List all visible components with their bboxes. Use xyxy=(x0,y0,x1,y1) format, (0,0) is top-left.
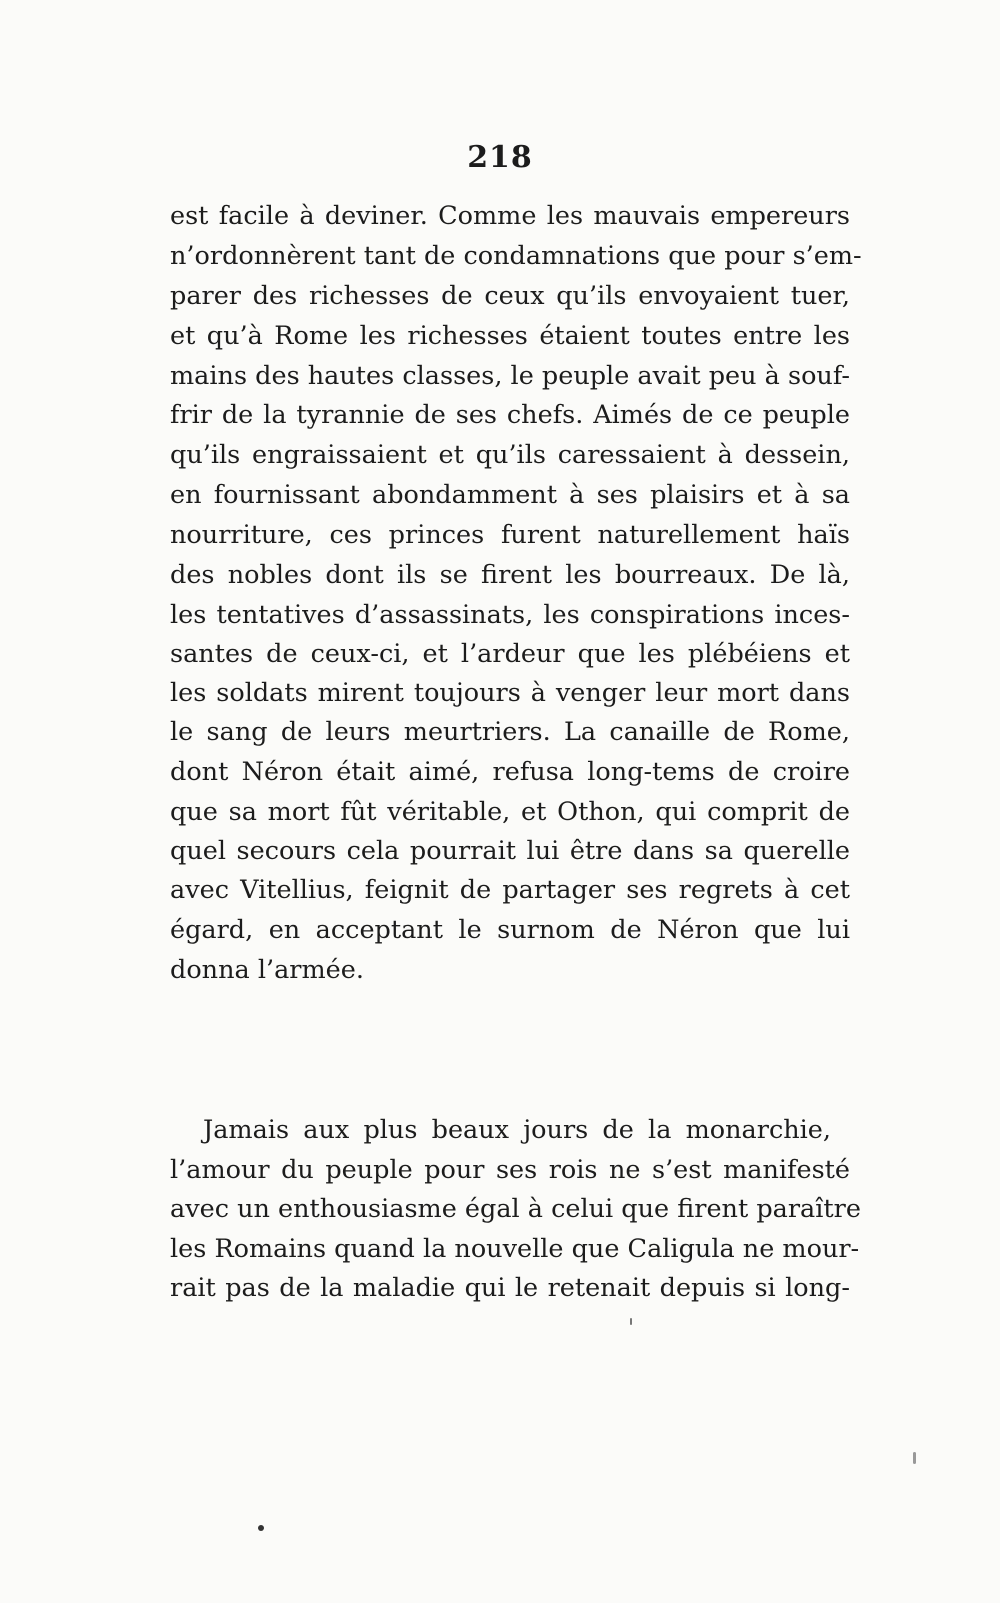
text-line: le sang de leurs meurtriers. La canaille de Rome, xyxy=(170,717,850,747)
ink-speck xyxy=(630,1318,632,1325)
text-line: dont Néron était aimé, refusa long-tems de croire xyxy=(170,757,850,787)
text-line: égard, en acceptant le surnom de Néron que lui xyxy=(170,915,850,945)
text-line: mains des hautes classes, le peuple avait peu à souf- xyxy=(170,361,850,391)
text-line: n’ordonnèrent tant de condamnations que pour s’em- xyxy=(170,241,862,271)
text-line: frir de la tyrannie de ses chefs. Aimés de ce peuple xyxy=(170,400,850,430)
text-line: et qu’à Rome les richesses étaient toutes entre les xyxy=(170,321,850,351)
text-line: les soldats mirent toujours à venger leur mort dans xyxy=(170,678,850,708)
text-line: des nobles dont ils se firent les bourreaux. De là, xyxy=(170,560,850,590)
text-line: avec un enthousiasme égal à celui que firent paraître xyxy=(170,1194,861,1224)
text-line: quel secours cela pourrait lui être dans sa querelle xyxy=(170,836,850,866)
text-line: est facile à deviner. Comme les mauvais empereurs xyxy=(170,201,850,231)
text-line: en fournissant abondamment à ses plaisirs et à sa xyxy=(170,480,850,510)
text-line: que sa mort fût véritable, et Othon, qui comprit de xyxy=(170,797,850,827)
text-line: les tentatives d’assassinats, les conspirations inces- xyxy=(170,600,850,630)
text-line: rait pas de la maladie qui le retenait depuis si long- xyxy=(170,1273,850,1303)
text-line: donna l’armée. xyxy=(170,955,364,985)
text-line: qu’ils engraissaient et qu’ils caressaient à dessein, xyxy=(170,440,850,470)
text-line: Jamais aux plus beaux jours de la monarchie, xyxy=(203,1115,831,1145)
text-line: santes de ceux-ci, et l’ardeur que les plébéiens et xyxy=(170,639,850,669)
page-number: 218 xyxy=(467,140,533,175)
text-line: parer des richesses de ceux qu’ils envoyaient tuer, xyxy=(170,281,850,311)
text-line: nourriture, ces princes furent naturellement haïs xyxy=(170,520,850,550)
text-line: avec Vitellius, feignit de partager ses regrets à cet xyxy=(170,875,850,905)
text-line: les Romains quand la nouvelle que Caligula ne mour- xyxy=(170,1234,860,1264)
ink-speck xyxy=(913,1452,916,1464)
text-line: l’amour du peuple pour ses rois ne s’est manifesté xyxy=(170,1155,850,1185)
ink-speck xyxy=(258,1525,264,1531)
